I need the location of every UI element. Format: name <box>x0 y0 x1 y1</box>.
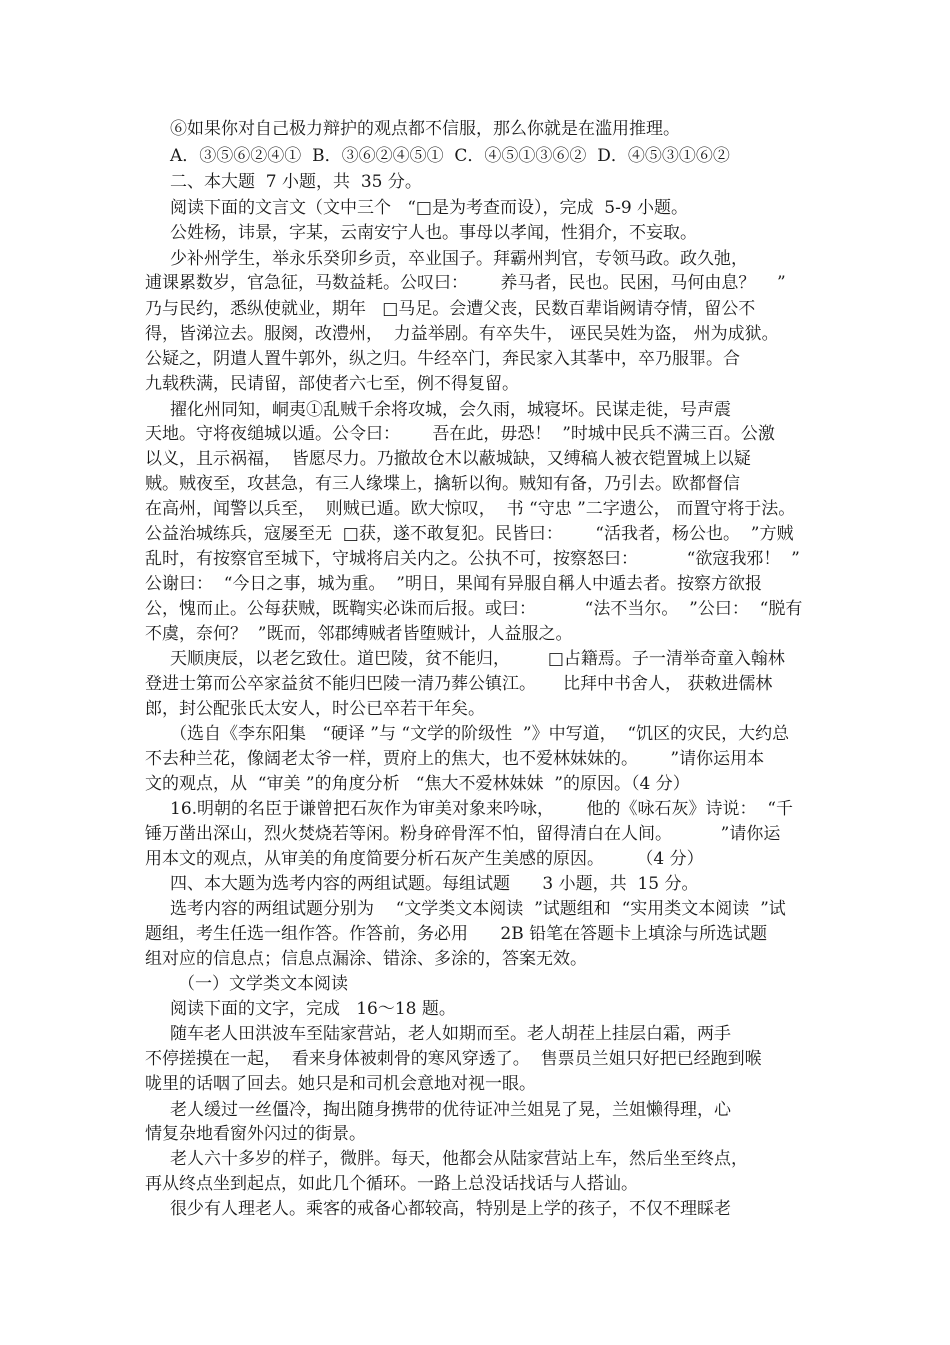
text-line: 再从终点坐到起点，如此几个循环。一路上总没话找话与人搭讪。 <box>145 1174 638 1194</box>
text-line: （选自《李东阳集 “硬译 ”与 “文学的阶级性 ”》中写道， “饥区的灾民，大约总 <box>170 724 790 744</box>
text-line: 少补州学生，举永乐癸卯乡贡，卒业国子。拜霸州判官，专领马政。政久弛， <box>170 249 748 269</box>
text-line: 二、本大题 7 小题，共 35 分。 <box>170 172 422 192</box>
text-line: 公，愧而止。公每获贼，既鞫实必诛而后报。或曰： “法不当尔。 ”公曰： “脱有 <box>145 599 803 619</box>
text-line: 公益治城练兵，寇屡至无 □获，遂不敢复犯。民皆曰： “活我者，杨公也。 ”方贼 <box>145 524 794 544</box>
text-line: 郎，封公配张氏太安人，时公已卒若干年矣。 <box>145 699 485 719</box>
text-line: 贼。贼夜至，攻甚急，有三人缘堞上，擒斩以徇。贼知有备，乃引去。欧都督信 <box>145 474 740 494</box>
text-line: 文的观点，从 “审美 ”的角度分析 “焦大不爱林妹妹 ”的原因。（4 分） <box>145 774 690 794</box>
text-line: 题组，考生任选一组作答。作答前，务必用 2B 铅笔在答题卡上填涂与所选试题 <box>145 924 768 944</box>
text-line: 公谢曰： “今日之事，城为重。 ”明日，果闻有异服自稱人中遁去者。按察方欲报 <box>145 574 762 594</box>
text-line: A．③⑤⑥②④① B．③⑥②④⑤① C．④⑤①③⑥② D．④⑤③①⑥② <box>170 146 730 166</box>
text-line: 四、本大题为选考内容的两组试题。每组试题 3 小题，共 15 分。 <box>170 874 699 894</box>
text-line: 乱时，有按察官至城下，守城将启关内之。公执不可，按察怒曰： “欲寇我邪！ ” <box>145 549 800 569</box>
text-line: 逋课累数岁，官急征，马数益耗。公叹曰： 养马者，民也。民困，马何由息？ ” <box>145 273 786 293</box>
text-line: （一）文学类文本阅读 <box>178 974 348 994</box>
text-line: ⑥如果你对自己极力辩护的观点都不信服，那么你就是在滥用推理。 <box>170 119 680 139</box>
text-line: 阅读下面的文言文（文中三个 “□是为考查而设），完成 5-9 小题。 <box>170 198 689 218</box>
text-line: 九载秩满，民请留，部使者六七至，例不得复留。 <box>145 374 519 394</box>
text-line: 天地。守将夜缒城以遁。公令曰： 吾在此，毋恐！ ”时城中民兵不满三百。公激 <box>145 424 775 444</box>
text-line: 用本文的观点，从审美的角度简要分析石灰产生美感的原因。 （4 分） <box>145 849 704 869</box>
text-line: 老人缓过一丝僵冷，掏出随身携带的优待证冲兰姐晃了晃，兰姐懒得理，心 <box>170 1100 731 1120</box>
text-line: 公疑之，阴遣人置牛郭外，纵之归。牛经卒门，奔民家入其莑中，卒乃服罪。合 <box>145 349 740 369</box>
text-line: 登进士第而公卒家益贫不能归巴陵一清乃葬公镇江。 比拜中书舍人， 获敕进儒林 <box>145 674 773 694</box>
text-line: 天顺庚辰，以老乞致仕。道巴陵，贫不能归， □占籍焉。子一清举奇童入翰林 <box>170 649 785 669</box>
text-line: 16.明朝的名臣于谦曾把石灰作为审美对象来吟咏， 他的《咏石灰》诗说： “千 <box>170 799 793 819</box>
text-line: 以义，且示祸福， 皆愿尽力。乃撤故仓木以蔽城缺，又缚稿人被衣铠置城上以疑 <box>145 449 751 469</box>
text-line: 随车老人田洪波车至陆家营站，老人如期而至。老人胡茬上挂层白霜，两手 <box>170 1024 731 1044</box>
text-line: 乃与民约，悉纵使就业，期年 □马足。会遭父丧，民数百辈诣阙请夺情，留公不 <box>145 299 756 319</box>
text-line: 不虞，奈何？ ”既而，邻郡缚贼者皆堕贼计，人益服之。 <box>145 624 573 644</box>
text-line: 公姓杨，讳景，字某，云南安宁人也。事母以孝闻，性狷介，不妄取。 <box>170 223 697 243</box>
text-line: 咙里的话咽了回去。她只是和司机会意地对视一眼。 <box>145 1074 536 1094</box>
text-line: 不去种兰花，像阔老太爷一样，贾府上的焦大，也不爱林妹妹的。 ”请你运用本 <box>145 749 765 769</box>
text-line: 不停搓摸在一起， 看来身体被刺骨的寒风穿透了。 售票员兰姐只好把已经跑到喉 <box>145 1049 762 1069</box>
text-line: 锤万凿出深山，烈火焚烧若等闲。粉身碎骨浑不怕，留得清白在人间。 ”请你运 <box>145 824 781 844</box>
text-line: 擢化州同知，峒夷①乱贼千余将攻城，会久雨，城寝坏。民谋走徙，号声震 <box>170 400 731 420</box>
text-line: 老人六十多岁的样子，微胖。每天，他都会从陆家营站上车，然后坐至终点， <box>170 1149 748 1169</box>
text-line: 在高州，闻警以兵至， 则贼已遁。欧大惊叹， 书 “守忠 ”二字遗公， 而置守将于法。 <box>145 499 796 519</box>
text-line: 得，皆涕泣去。服阕，改澧州， 力益举剧。有卒失牛， 诬民吴姓为盗， 州为成狱。 <box>145 324 779 344</box>
text-line: 情复杂地看窗外闪过的街景。 <box>145 1124 366 1144</box>
text-line: 阅读下面的文字，完成 16～18 题。 <box>170 999 456 1019</box>
text-line: 选考内容的两组试题分别为 “文学类文本阅读 ”试题组和 “实用类文本阅读 ”试 <box>170 899 786 919</box>
text-line: 组对应的信息点；信息点漏涂、错涂、多涂的，答案无效。 <box>145 949 587 969</box>
text-line: 很少有人理老人。乘客的戒备心都较高，特别是上学的孩子，不仅不理睬老 <box>170 1199 731 1219</box>
